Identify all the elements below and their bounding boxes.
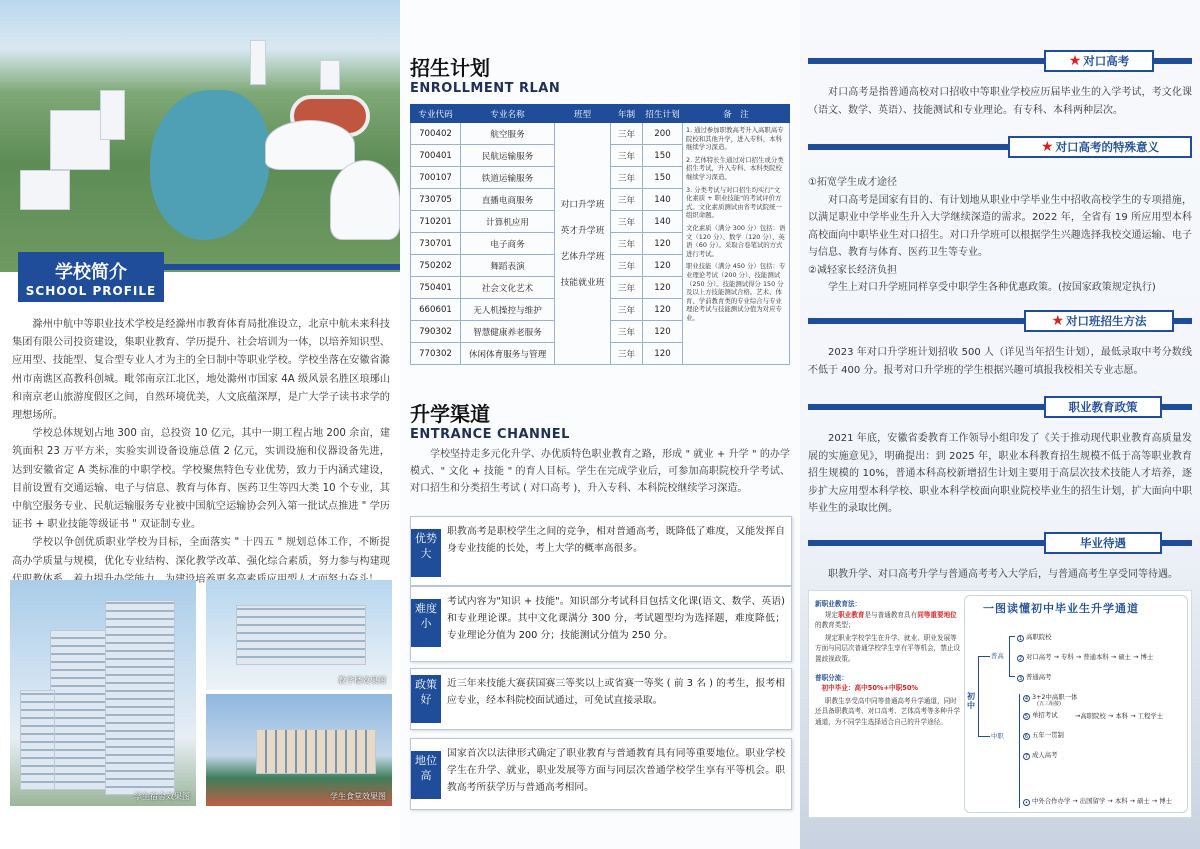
node-label: 博士 [1140,653,1154,661]
table-cell: 三年 [611,233,643,255]
node-label: 本科 [1114,797,1128,805]
infographic-notes [815,599,961,728]
table-row [411,123,790,145]
node-label: 3+2中高职一体 [1032,693,1078,701]
teaching-building-photo [206,580,392,690]
enrollment-subtitle: ENROLLMENT RLAN [410,81,561,96]
node-label: 中外合作办学 [1032,797,1071,805]
table-cell: 150 [643,145,683,167]
campus-aerial-image [0,0,400,272]
note-item: 2. 艺体特长生通过对口招生或分类招生考试，升入专科、本科类院校继续学习深造。 [686,155,784,181]
pathway-infographic [808,590,1192,818]
intro-paragraph: 滁州中航中等职业技术学校是经滁州市教育体育局批准设立，北京中航未来科技集团有限公司投资建设，集职业教育、学历提升、社会培训为一体，以培养知识型、应用型、技能型、复合型专业人才为主的全日制中等职业学校。学校坐落在安徽省滁州市南谯区高教科创城。毗邻南京江北区，地处滁州市国家 4A 级风景名胜区琅琊山和南京老山旅游度假区之间，自然环境优美，人文底蕴深厚，是广大学子读书求学的理想场所。 [12,319,390,422]
canteen-photo [206,694,392,806]
table-cell: 三年 [611,321,643,343]
difficulty-tag: 难度小 [411,599,441,647]
star-icon: ★ [1040,139,1054,155]
note-highlight: 职业教育 [838,610,865,619]
arrow-icon: → [1075,712,1081,720]
title-prefix: 一 [983,602,995,615]
table-cell: 700402 [411,123,461,145]
table-cell: 电子商务 [461,233,555,255]
arrow-icon: → [1107,797,1113,805]
node-label: 高职院校 [1080,712,1106,720]
table-cell: 三年 [611,343,643,365]
node-wn [1023,730,1064,740]
node-label: 硕士 [1118,653,1132,661]
table-cell: 700401 [411,145,461,167]
section-header-method [808,310,1192,332]
node-gaozhi [1017,632,1052,642]
note-heading: 普职分流： [815,673,848,682]
node-label: 成人高考 [1032,751,1058,759]
node-chain [1075,711,1163,720]
table-cell: 直播电商服务 [461,189,555,211]
policy-card [410,668,792,730]
node-label: 普通高考 [1026,673,1052,681]
paragraph: 对口高考是指普通高校对口招收中等职业学校应历届毕业生的入学考试，考文化课（语文、数学、英语）、技能测试和专业理论。有专科、本科两种层次。 [808,87,1192,116]
node-label: 专科 [1061,653,1074,661]
method-text [808,344,1192,379]
branch-node: 普高 [991,652,1004,660]
difficulty-text: 考试内容为"知识 + 技能"。知识部分考试科目包括文化课(语文、数学、英语)和专业理论课。其中文化课满分 300 分，考试题型均为选择题，难度降低；专业理论分值为 200 分；技能测试分值为 250 分。 [447,596,785,641]
table-cell: 730701 [411,233,461,255]
arrow-icon: → [1107,712,1114,720]
node-dan [1023,710,1058,720]
table-cell: 计算机应用 [461,211,555,233]
table-header: 备 注 [683,105,790,123]
photo-caption: 学生宿舍效果图 [134,792,190,801]
arrow-icon: → [1130,712,1136,720]
paragraph: 学生上对口升学班同样享受中职学生各种优惠政策。(按国家政策规定执行) [828,282,1156,293]
table-cell: 航空服务 [461,123,555,145]
node-label: 本科 [1115,712,1129,720]
table-cell: 710201 [411,211,461,233]
table-cell: 660601 [411,299,461,321]
note-item: 文化素质（满分 300 分）包括：语文（120 分）、数学（120 分）、英语（60 分）。采取合卷笔试的方式进行考试。 [686,223,786,258]
class-type: 对口升学班 [560,199,605,210]
section-header-meaning [808,136,1192,158]
channel-heading [410,398,570,442]
school-intro-text [12,316,390,589]
table-cell: 750401 [411,277,461,299]
class-types-cell [555,123,611,365]
node-number: 5 [1024,714,1029,720]
table-cell: 三年 [611,299,643,321]
enrollment-title: 招生计划 [410,56,490,80]
star-icon: ★ [1068,53,1082,69]
table-cell: 120 [643,277,683,299]
diagram-title [983,600,1139,616]
table-header: 专业名称 [461,105,555,123]
arrow-icon: → [1053,653,1059,661]
dormitory-photo [10,580,196,806]
table-cell: 三年 [611,167,643,189]
table-cell: 三年 [611,145,643,167]
note-text: 的教育类型； [815,621,855,630]
policy-tag: 政策好 [411,675,441,723]
node-number: 2 [1018,656,1023,662]
table-cell: 200 [643,123,683,145]
node-number: 6 [1024,734,1029,740]
branch-node: 中职 [991,732,1004,740]
policy-text [808,430,1192,518]
note-text: 规定职业学校学生在升学、就业、职业发展等方面与同层次普通学校学生享有平等机会，禁止设置歧视政策。 [815,633,961,663]
table-cell: 120 [643,343,683,365]
table-header: 专业代码 [411,105,461,123]
intro-paragraph: 学校总体规划占地 300 亩，总投资 10 亿元，其中一期工程占地 200 余亩，建筑面积 23 万平方米，实验实训设备设施总值 2 亿元，实训设施和仪器设备先进，达到安徽省定 A 类标准的中职学校。学校聚焦特色专业优势，致力于内涵式建设，目前设置有交通运输、电子与信息、教育与体育、医药卫生等四大类 10 个专业，其中航空服务专业、民航运输服务专业被中国航空运输协会列入第一批试点推进 " 学历证书 + 职业技能等级证书 " 双证制专业。 [12,428,390,531]
section-title: 对口高考 [1083,54,1130,68]
title-text: 图读懂初中毕业生升学通道 [995,602,1139,615]
channel-title: 升学渠道 [410,402,490,426]
section-header-treatment [808,532,1192,554]
status-tag: 地位高 [411,751,441,799]
table-cell: 三年 [611,255,643,277]
node-label: 单招考试 [1032,711,1058,719]
enrollment-table [410,104,790,365]
advantage-tag: 优势大 [411,529,441,577]
root-node: 初中 [967,692,975,710]
school-profile-title: 学校简介 [55,262,127,283]
node-zw: • 中外合作办学 → 出国留学 → 本科 → 硕士 → 博士 [1023,796,1172,806]
paragraph: 对口高考是国家有目的、有计划地从职业中学毕业生中招收高校学生的专项措施，以满足职业中学毕业生升入大学继续深造的需求。2022 年，全省有 19 所应用型本科高校面向中职毕业生对口招生。对口升学班可以根据学生兴趣选择我校交通运输、电子与信息、教育与体育、医药卫生等专业。 [808,194,1192,258]
table-cell: 120 [643,299,683,321]
node-label: 普通本科 [1083,653,1109,661]
note-item: 3. 分类考试与对口招生均实行"文化素质 + 职业技能"的考试评价方式。文化素质测试由省考试院统一组织命题。 [686,185,782,220]
table-cell: 智慧健康养老服务 [461,321,555,343]
paragraph: 2021 年底，安徽省委教育工作领导小组印发了《关于推动现代职业教育高质量发展的实施意见》，明确提出：到 2025 年，职业本科教育招生规模不低于高等职业教育招生规模的 10%，普通本科高校新增招生计划主要用于高层次技术技能人才培养，逐步扩大应用型本科学校、职业本科学校面向职业院校毕业生的招生计划，扩大面向中职毕业生的录取比例。 [808,433,1192,514]
intro-paragraph: 学校以争创优质职业学校为目标，全面落实 " 十四五 " 规划总体工作，不断提高办学质量与规模，优化专业结构、深化教学改革、强化综合素质，努力参与构建现 设培养 [12,537,390,585]
note-highlight: 初中毕业：高中50%+中职50% [821,684,919,693]
arrow-icon: → [1129,797,1135,805]
note-text: 职教生享受高中同等普通高考升学通道，同时还具备职教高考、对口高考、艺体高考等多种升学通道，为不同学生选择适合自己的升学途径。 [815,696,961,726]
pathway-diagram [964,595,1188,813]
class-type: 艺体升学班 [560,251,605,262]
enrollment-heading [410,52,560,96]
table-cell: 150 [643,167,683,189]
table-cell: 三年 [611,211,643,233]
section-title: 对口高考的特殊意义 [1055,140,1160,154]
table-cell: 790302 [411,321,461,343]
table-cell: 120 [643,255,683,277]
paragraph: 职教升学、对口高考升学与普通高考考入大学后，与普通高考生享受同等待遇。 [828,569,1178,580]
node-number: 7 [1024,754,1029,760]
node-cr [1023,750,1058,760]
note-highlight: 同等重要地位 [917,610,957,619]
paragraph: ①拓宽学生成才途径 [808,177,897,188]
node-putong [1017,672,1052,682]
dkgk-text [808,84,1192,119]
advantage-card [410,516,792,586]
table-cell: 社会文化艺术 [461,277,555,299]
node-label: 出国留学 [1079,797,1106,805]
node-number: 4 [1024,696,1029,702]
status-card [410,738,792,810]
table-cell: 700107 [411,167,461,189]
divider [164,264,400,270]
status-text: 国家首次以法律形式确定了职业教育与普通教育具有同等重要地位。职业学校学生在升学、就业，职业发展等方面与同层次普通学校学生享有平等机会。职教高考所获学历与普通高考相同。 [447,748,785,793]
table-cell: 无人机操控与维护 [461,299,555,321]
paragraph: 2023 年对口升学班计划招收 500 人（详见当年招生计划），最低录取中考分数线不低于 400 分。报考对口升学班的学生根据兴趣可填报我校相关专业志愿。 [808,347,1192,376]
class-type: 英才升学班 [560,225,605,236]
section-title: 对口班招生方法 [1066,314,1147,328]
table-cell: 140 [643,189,683,211]
school-profile-banner [18,252,164,302]
treatment-text [808,566,1192,584]
paragraph: ②减轻家长经济负担 [808,264,897,276]
note-item: 职业技能（满分 450 分）包括：专业理论考试（200 分）、技能测试（250 分）。技能测试得分 150 分及以上方技能测试合格。艺术、体育、学前教育类的专业综合与专业理论考试与技能测试分值为对应专业。 [686,262,786,322]
table-cell: 三年 [611,189,643,211]
advantage-text: 职教高考是职校学生之间的竞争，相对普通高考，既降低了难度，又能发挥自身专业技能的长处，考上大学的概率高很多。 [447,526,785,554]
channel-subtitle: ENTRANCE CHANNEL [410,427,570,442]
node-number: 1 [1018,636,1023,642]
note-text: 是与普通教育具有 [864,610,918,619]
arrow-icon: → [1110,653,1117,661]
node-sub: (五三衔接) [1037,701,1061,707]
table-header: 班型 [555,105,611,123]
node-number: 3 [1018,676,1023,682]
table-cell: 三年 [611,123,643,145]
table-cell: 三年 [611,277,643,299]
node-label: 五年一贯制 [1032,731,1064,739]
photo-caption: 教学楼效果图 [338,676,386,685]
class-type: 技能就业班 [560,277,605,288]
table-cell: 730705 [411,189,461,211]
arrow-icon: → [1151,797,1158,805]
node-duikou [1017,652,1153,662]
section-title: 毕业待遇 [1080,536,1126,550]
table-cell: 铁道运输服务 [461,167,555,189]
node-label: 博士 [1159,797,1173,805]
table-header: 招生计划 [643,105,683,123]
node-label: 硕士 [1137,797,1150,805]
note-item: 1. 通过参加职教高考升入高职高专院校和其他升学，进入专科、本科继续学习深造。 [686,126,784,152]
photo-caption: 学生食堂效果图 [330,792,386,801]
difficulty-card [410,586,792,662]
policy-text: 近三年来技能大赛获国赛三等奖以上或省赛一等奖 ( 前 3 名 ) 的考生，报考相应专业，经本科院校面试通过，可免试直接录取。 [447,678,785,706]
table-cell: 750202 [411,255,461,277]
node-label: 工程学士 [1137,712,1164,720]
note-heading: 新职业教育法： [815,600,862,608]
node-label: 高职院校 [1026,633,1052,641]
section-header-policy [808,396,1192,418]
table-cell: 120 [643,321,683,343]
section-header-dkgk [808,50,1192,72]
table-cell: 舞蹈表演 [461,255,555,277]
school-profile-panel [0,0,400,849]
arrow-icon: → [1072,797,1078,805]
table-cell: 120 [643,233,683,255]
table-cell: 民航运输服务 [461,145,555,167]
school-profile-subtitle: SCHOOL PROFILE [25,284,157,298]
node-label: 对口高考 [1026,653,1052,661]
arrow-icon: → [1075,653,1082,661]
arrow-icon: → [1133,653,1139,661]
table-cell: 休闲体育服务与管理 [461,343,555,365]
channel-intro: 学校坚持走多元化升学、办优质特色职业教育之路，形成 " 就业 + 升学 " 的办学模式、" 文化 + 技能 " 的育人目标。学生在完成学业后，可参加高职院校升学考试、对口招生和分类招生考试 ( 对口高考 )，升入专科、本科院校继续学习深造。 [410,449,790,494]
table-header: 年制 [611,105,643,123]
table-cell: 770302 [411,343,461,365]
table-cell: 140 [643,211,683,233]
note-text: 规定 [824,610,839,619]
meaning-text [808,174,1192,297]
section-title: 职业教育政策 [1068,400,1138,414]
notes-cell [683,123,790,365]
star-icon: ★ [1051,313,1065,329]
table-header-row [411,105,790,123]
